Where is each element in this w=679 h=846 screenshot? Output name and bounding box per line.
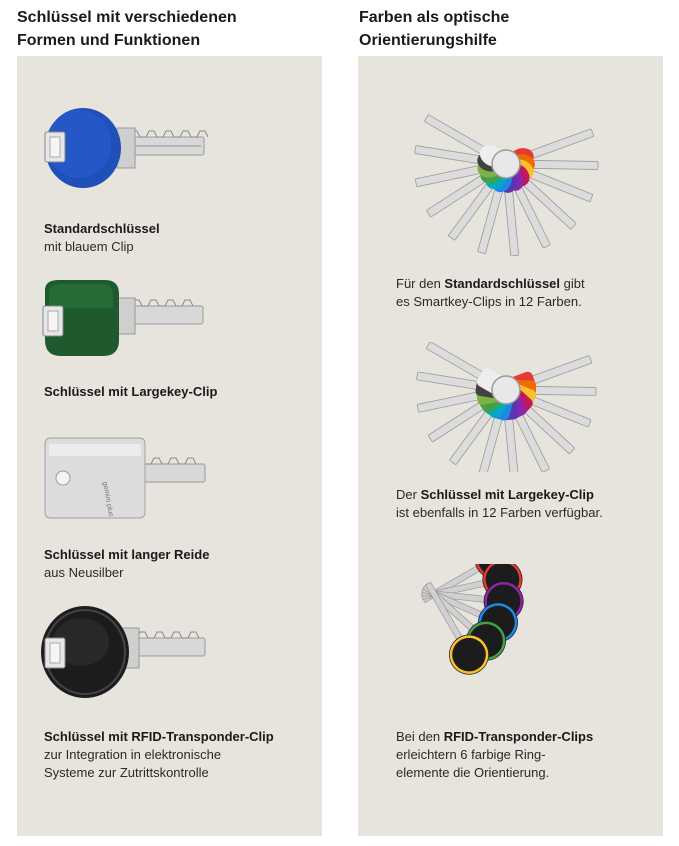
caption-text-line-2: Systeme zur Zutrittskontrolle: [44, 765, 209, 780]
caption-bold: Schlüssel mit langer Reide: [44, 547, 210, 562]
color-guide-panel: [358, 56, 663, 836]
caption-line-3: elemente die Orientierung.: [396, 765, 550, 780]
caption-rfid-colors: [396, 728, 593, 782]
left-title-line-2: Formen und Funktionen: [17, 32, 201, 49]
largekey-clip-fan-image: [388, 342, 628, 472]
caption-largekey: [44, 383, 217, 401]
caption-bold: Standardschlüssel: [444, 276, 561, 291]
left-column-title: [17, 6, 237, 52]
caption-line-2: erleichtern 6 farbige Ring-: [396, 747, 546, 762]
caption-rfid: [44, 728, 274, 782]
green-largekey-key-image: [39, 278, 209, 360]
blue-standard-key-image: [39, 104, 209, 196]
caption-post: gibt: [560, 276, 585, 291]
caption-bold: Schlüssel mit RFID-Transponder-Clip: [44, 729, 274, 744]
caption-text-line-1: zur Integration in elektronische: [44, 747, 222, 762]
caption-largekey-colors: [396, 486, 603, 522]
caption-bold: Schlüssel mit Largekey-Clip: [420, 487, 594, 502]
left-title-line-1: Schlüssel mit verschiedenen: [17, 9, 237, 26]
caption-long-bow: [44, 546, 209, 582]
caption-smartkey-colors: [396, 275, 585, 311]
right-title-line-1: Farben als optische: [359, 9, 510, 26]
caption-pre: Für den: [396, 276, 445, 291]
key-ring: [492, 376, 520, 404]
caption-standard-key: [44, 220, 160, 256]
caption-bold: Schlüssel mit Largekey-Clip: [44, 384, 218, 399]
key-types-panel: [17, 56, 322, 836]
nickel-silver-key-image: [41, 436, 211, 522]
caption-pre: Bei den: [396, 729, 444, 744]
smartkey-clip-fan-image: [388, 106, 628, 256]
rfid-key-image: [39, 604, 209, 704]
rfid-ring-fan-image: [394, 564, 584, 714]
key-ring: [492, 150, 520, 178]
caption-bold: RFID-Transponder-Clips: [443, 729, 594, 744]
caption-line-2: es Smartkey-Clips in 12 Farben.: [396, 294, 582, 309]
key-engraving: gemini plus: [101, 481, 115, 518]
right-title-line-2: Orientierungshilfe: [359, 32, 497, 49]
caption-text: mit blauem Clip: [44, 239, 134, 254]
caption-text: aus Neusilber: [44, 565, 124, 580]
caption-line-2: ist ebenfalls in 12 Farben verfügbar.: [396, 505, 603, 520]
right-column-title: [359, 6, 509, 52]
caption-pre: Der: [396, 487, 421, 502]
caption-bold: Standardschlüssel: [44, 221, 160, 236]
